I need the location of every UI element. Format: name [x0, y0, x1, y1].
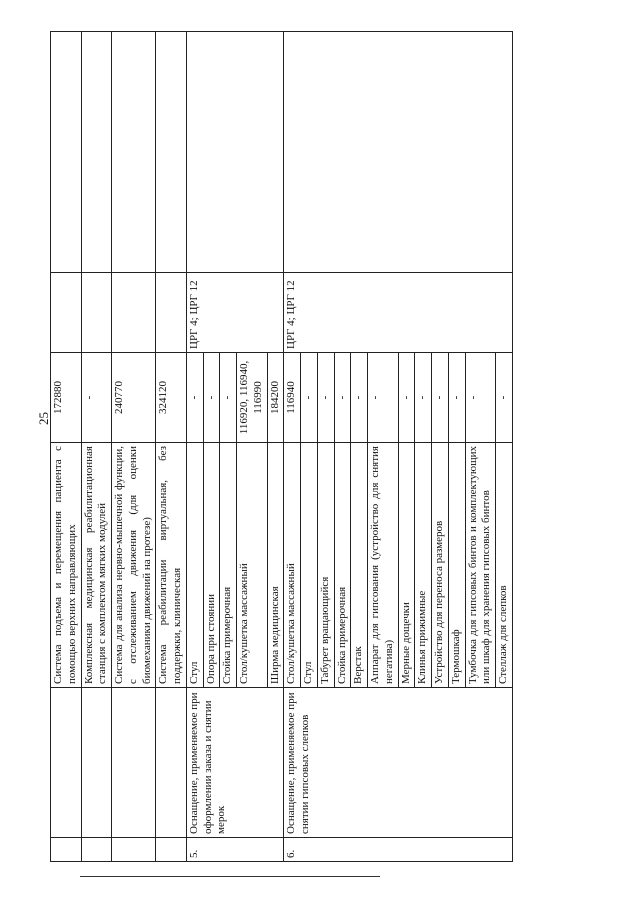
item-code: - — [496, 353, 513, 443]
item-name: Устройство для переноса размеров — [432, 443, 449, 688]
section-title: Оснащение, применяемое при снятии гипсовых слепков — [284, 688, 513, 838]
item-code: - — [465, 353, 496, 443]
section-number: 6. — [284, 838, 513, 862]
section-ref: ЦРГ 4; ЦРГ 12 — [284, 273, 513, 353]
item-code: - — [351, 353, 368, 443]
item-code: 240770 — [112, 353, 156, 443]
item-name: Тумбочка для гипсовых бинтов и комплектующих или шкаф для хранения гипсовых бинтов — [465, 443, 496, 688]
item-code: - — [415, 353, 432, 443]
section-number: 5. — [186, 838, 284, 862]
item-code: - — [186, 353, 203, 443]
item-code: 324120 — [156, 353, 187, 443]
item-name: Система для анализа нервно-мышечной функции, с отслеживанием движения (для оценки биомеханики движений на протезе) — [112, 443, 156, 688]
equipment-table — [50, 31, 513, 862]
item-name: Стойка примерочная — [220, 443, 237, 688]
item-name: Верстак — [351, 443, 368, 688]
table-row — [156, 32, 187, 862]
item-name: Аппарат для гипсования (устройство для снятия негатива) — [368, 443, 399, 688]
item-code: - — [81, 353, 112, 443]
item-name: Клинья прижимные — [415, 443, 432, 688]
item-code: 116940 — [284, 353, 301, 443]
item-code: - — [368, 353, 399, 443]
section-title: Оснащение, применяемое при оформлении заказа и снятии мерок — [186, 688, 284, 838]
table-row — [81, 32, 112, 862]
item-code: - — [398, 353, 415, 443]
item-code: - — [432, 353, 449, 443]
item-code: - — [448, 353, 465, 443]
item-name: Опора при стоянии — [203, 443, 220, 688]
item-name: Табурет вращающийся — [317, 443, 334, 688]
footer-rule — [80, 876, 380, 877]
item-name: Стойка примерочная — [334, 443, 351, 688]
table-row — [112, 32, 156, 862]
item-code: - — [220, 353, 237, 443]
item-name: Мерные дощечки — [398, 443, 415, 688]
item-name: Стул — [301, 443, 318, 688]
item-code: - — [301, 353, 318, 443]
item-code: 116920, 116940, 116990 — [237, 353, 268, 443]
item-code: - — [334, 353, 351, 443]
table-row — [186, 32, 203, 862]
item-name: Система подъема и перемещения пациента с помощью верхних направляющих — [51, 443, 82, 688]
section-ref: ЦРГ 4; ЦРГ 12 — [186, 273, 284, 353]
table-row — [284, 32, 301, 862]
item-code: 172880 — [51, 353, 82, 443]
item-name: Стул — [186, 443, 203, 688]
item-name: Ширма медицинская — [267, 443, 284, 688]
table-row — [51, 32, 82, 862]
item-name: Стол/кушетка массажный — [237, 443, 268, 688]
item-code: - — [203, 353, 220, 443]
page-number: 25 — [36, 412, 51, 425]
item-code: 184200 — [267, 353, 284, 443]
item-name: Комплексная медицинская реабилитационная станция с комплектом мягких модулей — [81, 443, 112, 688]
item-name: Система реабилитации виртуальная, без поддержки, клиническая — [156, 443, 187, 688]
item-name: Стеллаж для слепков — [496, 443, 513, 688]
item-code: - — [317, 353, 334, 443]
item-name: Стол/кушетка массажный — [284, 443, 301, 688]
item-name: Термошкаф — [448, 443, 465, 688]
rotated-page — [50, 32, 513, 862]
